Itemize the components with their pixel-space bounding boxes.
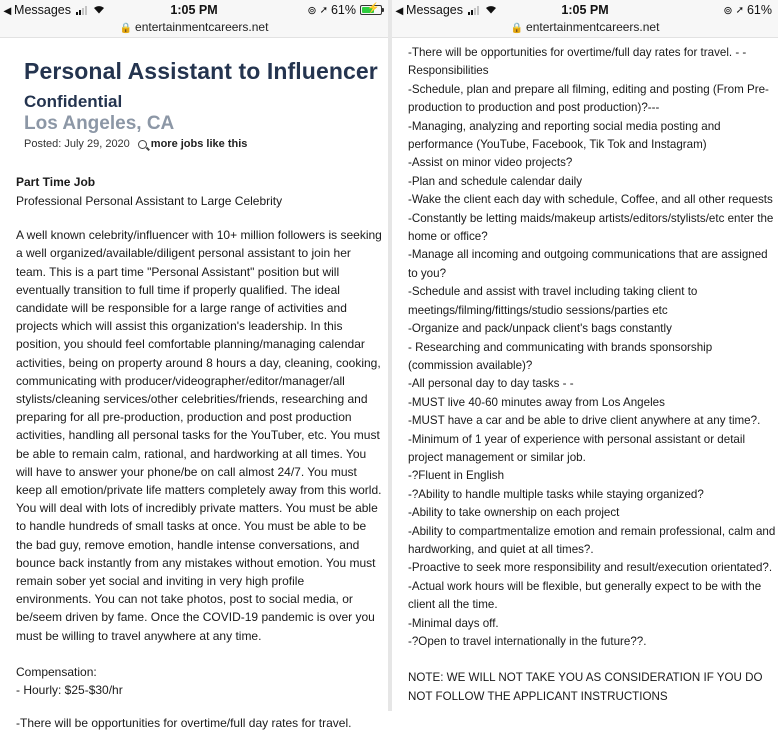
responsibility-line: -Organize and pack/unpack client's bags constantly bbox=[408, 322, 672, 336]
responsibility-line: -Proactive to seek more responsibility and result/execution orientated?. bbox=[408, 561, 773, 575]
responsibility-line: -Ability to compartmentalize emotion and remain professional, calm and bbox=[408, 524, 776, 538]
responsibility-line: hardworking, and quiet at all times?. bbox=[408, 542, 594, 556]
responsibility-line: -?Ability to handle multiple tasks while staying organized? bbox=[408, 487, 704, 501]
battery-percent: 61% bbox=[746, 3, 772, 17]
url-text: entertainmentcareers.net bbox=[526, 20, 660, 34]
address-bar[interactable] bbox=[0, 20, 388, 38]
right-screenshot bbox=[392, 0, 778, 711]
applicant-note: NOTE: WE WILL NOT TAKE YOU AS CONSIDERATION IF YOU DO NOT FOLLOW THE APPLICANT INSTRUCTIONS bbox=[408, 671, 763, 703]
responsibilities-text bbox=[392, 38, 776, 706]
responsibility-line: Responsibilities bbox=[408, 64, 489, 78]
status-bar bbox=[0, 0, 388, 20]
responsibility-line: (commission available)? bbox=[408, 358, 533, 372]
battery-icon bbox=[360, 5, 382, 15]
responsibility-line: -There will be opportunities for overtime/full day rates for travel. - - bbox=[408, 46, 747, 59]
responsibility-line: -Ability to take ownership on each project bbox=[408, 506, 620, 520]
orientation-lock-icon: ⊚ bbox=[723, 4, 733, 17]
job-description: A well known celebrity/influencer with 10+ million followers is seeking a well organized/available/diligent personal assistant to join her team. This is a part time "Personal Assistant" position but will eventually transition to full time if properly qualified. The ideal candidate will be responsible for a large range of activities and projects which will assist this organization's leadership. In this position, you should feel comfortable planning/managing calendar activities, being on property around 8 hours a day, cleaning, cooking, communicating with producer/videographer/editor/manager/all stylists/cleaning services/other celebrities/friends, researching and preparing for all pre-production, production and post production activities, handling all personal tasks for the YouTuber, etc. You must be able to remain calm, rational, and hardworking at all times. You will have to answer your phone/be on call almost 24/7. You must keep all emotion/private life matters completely away from this world. You will deal with lots of incredibly private matters. You must be able to handle hundreds of small tasks at once. You must be able to be the bad guy, remove emotion, handle intense conversations, and bounce back instantly from any mistakes without emotion. You must remain sober yet social and inviting in very high profile environments. You can not take photos, post to social media, or be/seem driven by fame. Once the COVID-19 pandemic is over you must be willing to travel anywhere at any time. bbox=[16, 228, 382, 643]
back-caret-icon: ◂ bbox=[396, 2, 404, 18]
responsibility-line: - Researching and communicating with brands sponsorship bbox=[408, 340, 713, 354]
location-icon: ➚ bbox=[319, 4, 328, 16]
responsibility-line: -All personal day to day tasks - - bbox=[408, 377, 574, 391]
responsibility-line: -Minimal days off. bbox=[408, 616, 499, 630]
compensation-heading: Compensation: bbox=[16, 664, 97, 679]
back-label: Messages bbox=[406, 3, 464, 17]
responsibility-line: -?Fluent in English bbox=[408, 469, 505, 483]
status-bar bbox=[392, 0, 778, 20]
job-location: Los Angeles, CA bbox=[24, 113, 175, 134]
responsibility-line: home or office? bbox=[408, 230, 488, 244]
search-icon bbox=[138, 140, 147, 149]
responsibility-line: -Assist on minor video projects? bbox=[408, 156, 573, 170]
responsibility-line: -Schedule and assist with travel including taking client to bbox=[408, 285, 698, 299]
responsibility-line: meetings/filming/fittings/studio sessions/parties etc bbox=[408, 303, 668, 317]
battery-percent: 61% bbox=[330, 3, 356, 17]
orientation-lock-icon: ⊚ bbox=[307, 4, 317, 17]
back-label: Messages bbox=[14, 3, 72, 17]
responsibility-line: -?Open to travel internationally in the future??. bbox=[408, 635, 647, 648]
responsibility-line: -MUST live 40-60 minutes away from Los Angeles bbox=[408, 395, 665, 409]
compensation-value: - Hourly: $25-$30/hr bbox=[16, 683, 123, 698]
responsibility-line: -Schedule, plan and prepare all filming, editing and posting (From Pre- bbox=[408, 82, 769, 96]
responsibility-line: performance (YouTube, Facebook, Tik Tok and Instagram) bbox=[408, 138, 707, 152]
job-type: Part Time Job bbox=[16, 175, 96, 189]
location-icon: ➚ bbox=[735, 4, 744, 16]
lock-icon: 🔒 bbox=[510, 23, 524, 34]
address-bar[interactable] bbox=[392, 20, 778, 38]
url-text: entertainmentcareers.net bbox=[135, 20, 269, 34]
responsibility-line: -Minimum of 1 year of experience with personal assistant or detail bbox=[408, 432, 746, 446]
left-screenshot bbox=[0, 0, 388, 731]
responsibility-line: -Actual work hours will be flexible, but generally expect to be with the bbox=[408, 579, 762, 593]
responsibility-line: -MUST have a car and be able to drive client anywhere at any time?. bbox=[408, 414, 761, 428]
more-jobs-link[interactable] bbox=[138, 138, 248, 150]
back-caret-icon: ◂ bbox=[4, 2, 12, 18]
lock-icon: 🔒 bbox=[119, 23, 133, 34]
job-subtitle: Professional Personal Assistant to Large Celebrity bbox=[16, 194, 283, 208]
responsibility-line: client all the time. bbox=[408, 598, 498, 612]
company-name: Confidential bbox=[24, 92, 123, 111]
responsibility-line: -Manage all incoming and outgoing communications that are assigned bbox=[408, 248, 768, 262]
responsibility-line: production to production and post production)?--- bbox=[408, 101, 660, 115]
job-title: Personal Assistant to Influencer bbox=[24, 58, 378, 84]
posted-date: Posted: July 29, 2020 bbox=[24, 138, 130, 150]
responsibility-line: -Wake the client each day with schedule, Coffee, and all other requests bbox=[408, 193, 773, 207]
responsibility-line: -Constantly be letting maids/makeup artists/editors/stylists/etc enter the bbox=[408, 211, 774, 225]
responsibility-line: -Plan and schedule calendar daily bbox=[408, 174, 583, 188]
status-time: 1:05 PM bbox=[561, 3, 609, 17]
overtime-line: -There will be opportunities for overtime/full day rates for travel. bbox=[16, 716, 352, 731]
responsibilities-list bbox=[408, 44, 776, 651]
responsibility-line: to you? bbox=[408, 266, 447, 280]
responsibility-line: -Managing, analyzing and reporting social media posting and bbox=[408, 119, 721, 133]
responsibility-line: project management or similar job. bbox=[408, 450, 586, 464]
status-time: 1:05 PM bbox=[170, 3, 218, 17]
charging-bolt-icon: ⚡ bbox=[367, 3, 380, 14]
more-jobs-label: more jobs like this bbox=[150, 138, 248, 150]
